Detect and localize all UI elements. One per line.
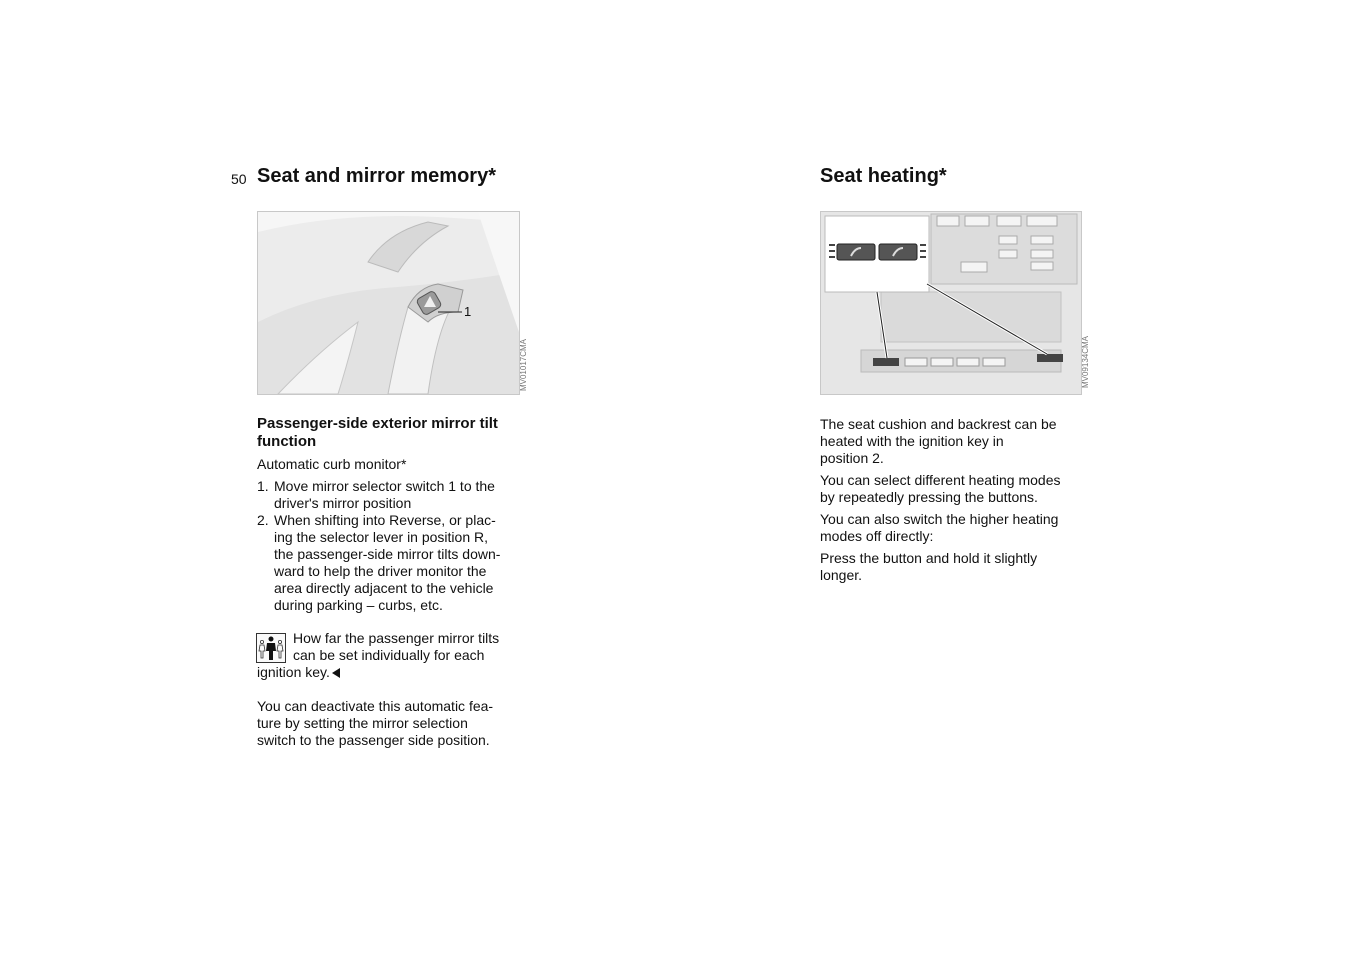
- figure-callout-1: 1: [464, 304, 472, 319]
- note-line-1: How far the passenger mirror tilts: [293, 630, 500, 646]
- end-of-note-arrow-icon: [332, 668, 340, 678]
- note-line-2: can be set individually for each: [293, 647, 485, 663]
- left-intro-star: *: [400, 456, 407, 472]
- closing-line-3: switch to the passenger side position.: [257, 732, 490, 748]
- left-step-list: [257, 478, 537, 614]
- closing-line-1: You can deactivate this automatic fea-: [257, 698, 494, 714]
- step-2-line-1: When shifting into Reverse, or plac-: [274, 512, 496, 528]
- note-line-3-text: ignition key.: [257, 664, 330, 680]
- step-item-1: [257, 478, 537, 512]
- right-para-4-line-1: Press the button and hold it slightly: [820, 550, 1038, 566]
- step-number-2: 2.: [257, 512, 269, 528]
- left-subtitle: Passenger-side exterior mirror tilt function: [257, 415, 498, 450]
- seat-heating-figure: [820, 211, 1082, 395]
- right-body: [820, 416, 1110, 584]
- right-para-1-line-3: position 2.: [820, 450, 884, 466]
- step-2-line-4: ward to help the driver monitor the: [274, 563, 487, 579]
- right-figure-code-label: MV09134CMA: [1081, 336, 1090, 389]
- right-para-3-line-2: modes off directly:: [820, 528, 934, 544]
- left-intro-text: Automatic curb monitor: [257, 456, 401, 472]
- step-number-1: 1.: [257, 478, 269, 494]
- left-figure-code-label: MV01017CMA: [519, 339, 528, 392]
- right-para-1-line-1: The seat cushion and backrest can be: [820, 416, 1057, 432]
- left-intro: [257, 456, 406, 473]
- step-2-line-6: during parking – curbs, etc.: [274, 597, 443, 613]
- step-2-line-3: the passenger-side mirror tilts down-: [274, 546, 501, 562]
- step-1-line-1: Move mirror selector switch 1 to the: [274, 478, 495, 494]
- right-para-2-line-2: by repeatedly pressing the buttons.: [820, 489, 1038, 505]
- right-para-4-line-2: longer.: [820, 567, 863, 583]
- right-para-3-line-1: You can also switch the higher heating: [820, 511, 1059, 527]
- page-number: 50: [231, 171, 247, 187]
- mirror-switch-figure: [257, 211, 520, 395]
- center-console-illustration: [821, 212, 1081, 394]
- step-1-line-2: driver's mirror position: [274, 495, 412, 511]
- closing-line-2: ture by setting the mirror selection: [257, 715, 468, 731]
- personal-profile-icon: [256, 633, 286, 663]
- right-para-1-line-2: heated with the ignition key in: [820, 433, 1004, 449]
- right-section-title: Seat heating*: [820, 165, 947, 187]
- right-para-2-line-1: You can select different heating modes: [820, 472, 1061, 488]
- step-2-line-2: ing the selector lever in position R,: [274, 529, 488, 545]
- people-silhouette-icon: [257, 634, 285, 662]
- step-2-line-5: area directly adjacent to the vehicle: [274, 580, 494, 596]
- step-item-2: [257, 512, 537, 614]
- note-line-3: [257, 664, 340, 681]
- left-section-title: Seat and mirror memory*: [257, 165, 496, 187]
- door-panel-illustration: [258, 212, 519, 394]
